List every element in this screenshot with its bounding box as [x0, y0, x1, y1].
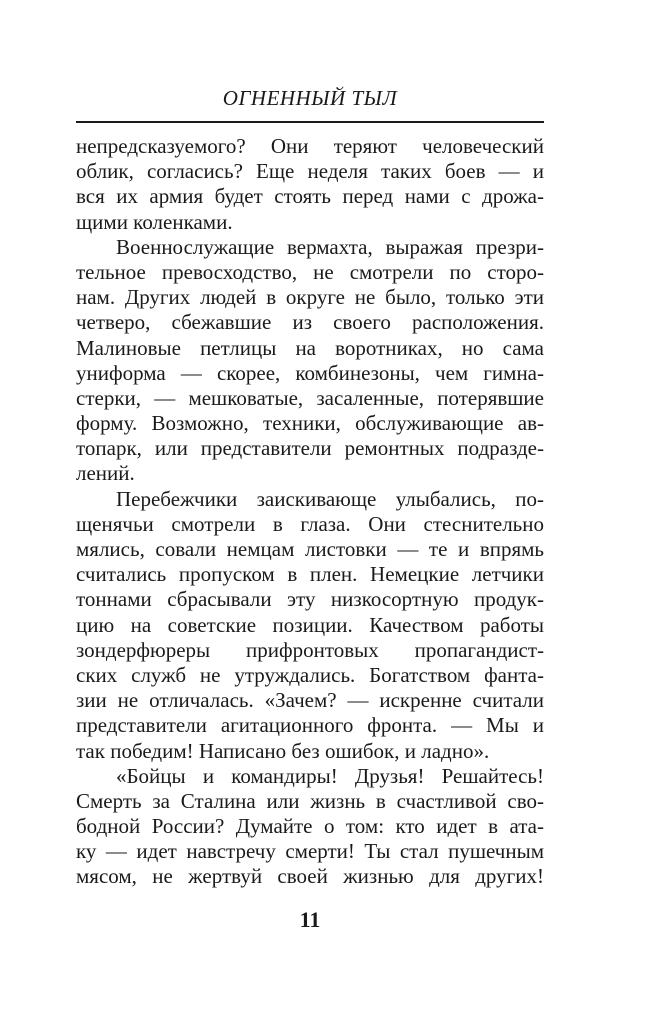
text-line: зондерфюреры прифронтовых пропагандист-	[76, 637, 544, 662]
text-line: ку — идет навстречу смерти! Ты стал пушечным	[76, 839, 544, 864]
text-line: тоннами сбрасывали эту низкосортную продук-	[76, 587, 544, 612]
page-number: 11	[299, 907, 321, 932]
text-line: бодной России? Думайте о том: кто идет в ата-	[76, 814, 544, 839]
text-line: Перебежчики заискивающе улыбались, по-	[116, 486, 544, 511]
text-line: нам. Других людей в округе не было, только эти	[76, 285, 544, 310]
paragraph-3	[76, 487, 544, 764]
text-line: мясом, не жертвуй своей жизнью для других!	[76, 864, 544, 889]
text-line: щенячьи смотрели в глаза. Они стеснительно	[76, 511, 544, 536]
text-line: форму. Возможно, техники, обслуживающие ав-	[76, 411, 544, 436]
text-line: Малиновые петлицы на воротниках, но сама	[76, 335, 544, 360]
text-line: представители агитационного фронта. — Мы и	[76, 713, 544, 738]
text-line: четверо, сбежавшие из своего расположения.	[76, 310, 544, 335]
text-line: мялись, совали немцам листовки — те и впрямь	[76, 537, 544, 561]
text-line: стерки, — мешковатые, засаленные, потерявшие	[76, 385, 544, 410]
paragraph-4	[76, 764, 544, 890]
text-line: «Бойцы и командиры! Друзья! Решайтесь!	[116, 763, 544, 788]
text-line: Смерть за Сталина или жизнь в счастливой сво-	[76, 788, 544, 813]
text-line: ских служб не утруждались. Богатством фанта-	[76, 662, 544, 687]
text-line: вся их армия будет стоять перед нами с дрожа-	[76, 184, 544, 209]
text-line: лений.	[76, 461, 135, 486]
text-line: облик, согласись? Еще неделя таких боев — и	[76, 159, 544, 184]
text-line: непредсказуемого? Они теряют человеческий	[76, 134, 544, 158]
text-line: щими коленками.	[76, 209, 233, 234]
paragraph-2	[76, 235, 544, 487]
running-head-title: ОГНЕННЫЙ ТЫЛ	[222, 86, 398, 110]
text-line: считались пропуском в плен. Немецкие летчики	[76, 562, 544, 587]
text-line: топарк, или представители ремонтных подразде-	[76, 436, 544, 461]
text-line: униформа — скорее, комбинезоны, чем гимна-	[76, 360, 544, 385]
header-rule	[76, 121, 544, 123]
text-line: зии не отличалась. «Зачем? — искренне считали	[76, 688, 544, 713]
text-line: Военнослужащие вермахта, выражая презри-	[116, 234, 544, 259]
text-line: цию на советские позиции. Качеством работы	[76, 612, 544, 637]
body-text	[76, 134, 544, 890]
text-line: так победим! Написано без ошибок, и ладно».	[76, 738, 490, 763]
text-line: тельное превосходство, не смотрели по сторо-	[76, 259, 544, 284]
paragraph-1	[76, 134, 544, 235]
